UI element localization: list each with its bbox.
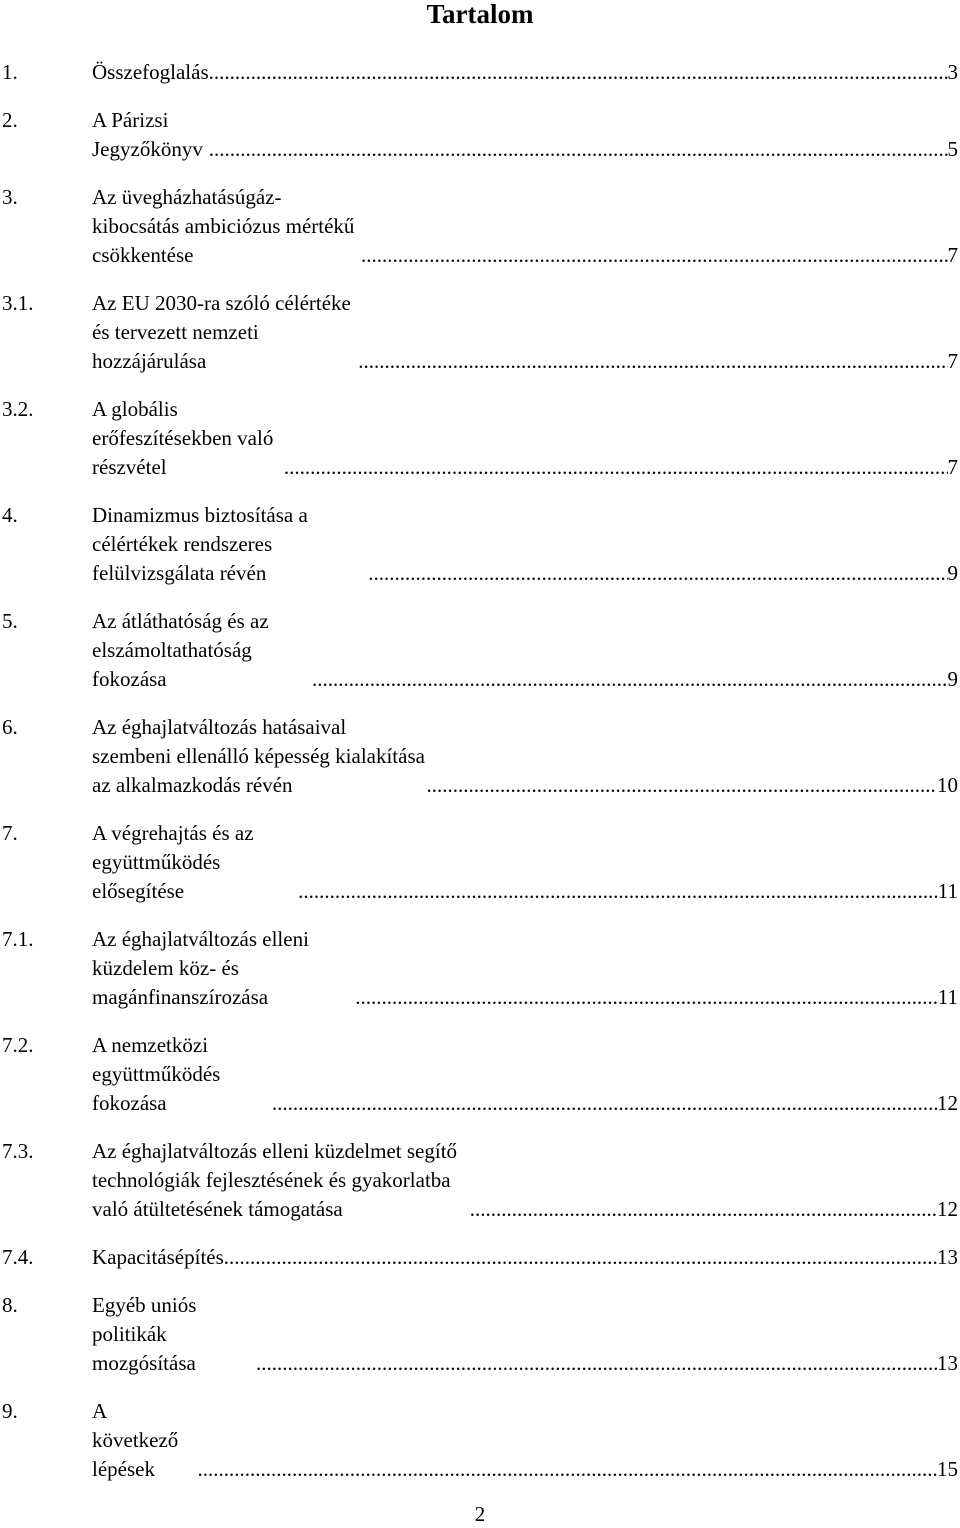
toc-entry-page: 10 bbox=[937, 771, 960, 800]
toc-entry-page: 7 bbox=[948, 347, 960, 376]
toc-entry-link[interactable] bbox=[92, 713, 960, 800]
toc-entry-link[interactable] bbox=[92, 925, 960, 1012]
toc-dot-leader bbox=[209, 135, 948, 164]
toc-entry-title: A nemzetközi együttműködés fokozása bbox=[92, 1031, 272, 1118]
toc-entry[interactable] bbox=[0, 1243, 960, 1272]
toc-entry-page: 9 bbox=[948, 665, 960, 694]
toc-entry-number: 3.1. bbox=[2, 289, 82, 318]
toc-entry-title: Az EU 2030-ra szóló célértéke és tervezett nemzeti hozzájárulása bbox=[92, 289, 358, 376]
toc-entry[interactable] bbox=[0, 395, 960, 482]
toc-entry-number: 7. bbox=[2, 819, 82, 848]
toc-entry-link[interactable] bbox=[92, 106, 960, 164]
toc-entry-page: 9 bbox=[948, 559, 960, 588]
toc-entry-number: 7.4. bbox=[2, 1243, 82, 1272]
toc-entry[interactable] bbox=[0, 819, 960, 906]
toc-dot-leader bbox=[361, 241, 948, 270]
toc-entry-page: 7 bbox=[948, 241, 960, 270]
toc-entry-link[interactable] bbox=[92, 183, 960, 270]
toc-entry-number: 6. bbox=[2, 713, 82, 742]
toc-entry-number: 9. bbox=[2, 1397, 82, 1426]
toc-entry-link[interactable] bbox=[92, 1243, 960, 1272]
toc-entry-title: A Párizsi Jegyzőkönyv bbox=[92, 106, 209, 164]
toc-entry-title: Dinamizmus biztosítása a célértékek rendszeres felülvizsgálata révén bbox=[92, 501, 368, 588]
toc-entry-number: 7.2. bbox=[2, 1031, 82, 1060]
toc-entry-title: A globális erőfeszítésekben való részvétel bbox=[92, 395, 284, 482]
toc-dot-leader bbox=[312, 665, 948, 694]
toc-entry-link[interactable] bbox=[92, 58, 960, 87]
toc-entry[interactable] bbox=[0, 289, 960, 376]
toc-entry-link[interactable] bbox=[92, 1291, 960, 1378]
toc-entry-page: 13 bbox=[937, 1349, 960, 1378]
toc-entry-title: A végrehajtás és az együttműködés elősegítése bbox=[92, 819, 298, 906]
toc-entry[interactable] bbox=[0, 1397, 960, 1484]
table-of-contents bbox=[0, 58, 960, 1503]
toc-dot-leader bbox=[284, 453, 948, 482]
toc-entry-title: Kapacitásépítés bbox=[92, 1243, 224, 1272]
toc-entry-page: 7 bbox=[948, 453, 960, 482]
toc-dot-leader bbox=[224, 1243, 937, 1272]
toc-entry-title: Az átláthatóság és az elszámoltathatóság fokozása bbox=[92, 607, 312, 694]
toc-entry-link[interactable] bbox=[92, 1397, 960, 1484]
toc-entry-number: 3.2. bbox=[2, 395, 82, 424]
toc-entry-link[interactable] bbox=[92, 501, 960, 588]
toc-entry-number: 3. bbox=[2, 183, 82, 212]
toc-entry[interactable] bbox=[0, 1137, 960, 1224]
toc-entry[interactable] bbox=[0, 1291, 960, 1378]
toc-dot-leader bbox=[368, 559, 947, 588]
toc-dot-leader bbox=[355, 983, 938, 1012]
toc-entry[interactable] bbox=[0, 925, 960, 1012]
toc-entry-number: 8. bbox=[2, 1291, 82, 1320]
toc-entry-link[interactable] bbox=[92, 395, 960, 482]
toc-entry-page: 11 bbox=[938, 877, 960, 906]
toc-dot-leader bbox=[298, 877, 938, 906]
toc-dot-leader bbox=[209, 58, 948, 87]
toc-entry-title: Az üvegházhatásúgáz-kibocsátás ambiciózus mértékű csökkentése bbox=[92, 183, 361, 270]
toc-entry-number: 4. bbox=[2, 501, 82, 530]
toc-entry-title: Az éghajlatváltozás elleni küzdelem köz- és magánfinanszírozása bbox=[92, 925, 355, 1012]
toc-entry-link[interactable] bbox=[92, 607, 960, 694]
toc-dot-leader bbox=[272, 1089, 937, 1118]
toc-dot-leader bbox=[198, 1455, 937, 1484]
toc-entry-page: 5 bbox=[948, 135, 960, 164]
toc-entry-page: 15 bbox=[937, 1455, 960, 1484]
toc-entry-link[interactable] bbox=[92, 819, 960, 906]
toc-entry-page: 3 bbox=[948, 58, 960, 87]
toc-dot-leader bbox=[358, 347, 947, 376]
toc-entry-title: A következő lépések bbox=[92, 1397, 198, 1484]
toc-dot-leader bbox=[256, 1349, 937, 1378]
toc-entry[interactable] bbox=[0, 106, 960, 164]
toc-entry-page: 11 bbox=[938, 983, 960, 1012]
toc-entry[interactable] bbox=[0, 713, 960, 800]
page-title: Tartalom bbox=[0, 0, 960, 28]
toc-entry-page: 13 bbox=[937, 1243, 960, 1272]
toc-entry[interactable] bbox=[0, 183, 960, 270]
toc-entry-page: 12 bbox=[937, 1089, 960, 1118]
toc-dot-leader bbox=[470, 1195, 937, 1224]
toc-dot-leader bbox=[427, 771, 937, 800]
toc-entry-title: Összefoglalás bbox=[92, 58, 209, 87]
toc-entry-link[interactable] bbox=[92, 1031, 960, 1118]
toc-entry-title: Az éghajlatváltozás hatásaival szembeni ellenálló képesség kialakítása az alkalmazkodás révén bbox=[92, 713, 427, 800]
toc-entry-number: 2. bbox=[2, 106, 82, 135]
toc-entry-link[interactable] bbox=[92, 1137, 960, 1224]
toc-entry-number: 7.3. bbox=[2, 1137, 82, 1166]
toc-entry-number: 1. bbox=[2, 58, 82, 87]
toc-entry-number: 7.1. bbox=[2, 925, 82, 954]
toc-entry-title: Egyéb uniós politikák mozgósítása bbox=[92, 1291, 256, 1378]
page-number: 2 bbox=[0, 1500, 960, 1528]
toc-entry-page: 12 bbox=[937, 1195, 960, 1224]
toc-entry[interactable] bbox=[0, 501, 960, 588]
toc-entry-number: 5. bbox=[2, 607, 82, 636]
toc-entry[interactable] bbox=[0, 607, 960, 694]
toc-entry[interactable] bbox=[0, 58, 960, 87]
toc-entry-title: Az éghajlatváltozás elleni küzdelmet segítő technológiák fejlesztésének és gyakorlatba való átültetésének támogatása bbox=[92, 1137, 470, 1224]
toc-entry-link[interactable] bbox=[92, 289, 960, 376]
toc-entry[interactable] bbox=[0, 1031, 960, 1118]
